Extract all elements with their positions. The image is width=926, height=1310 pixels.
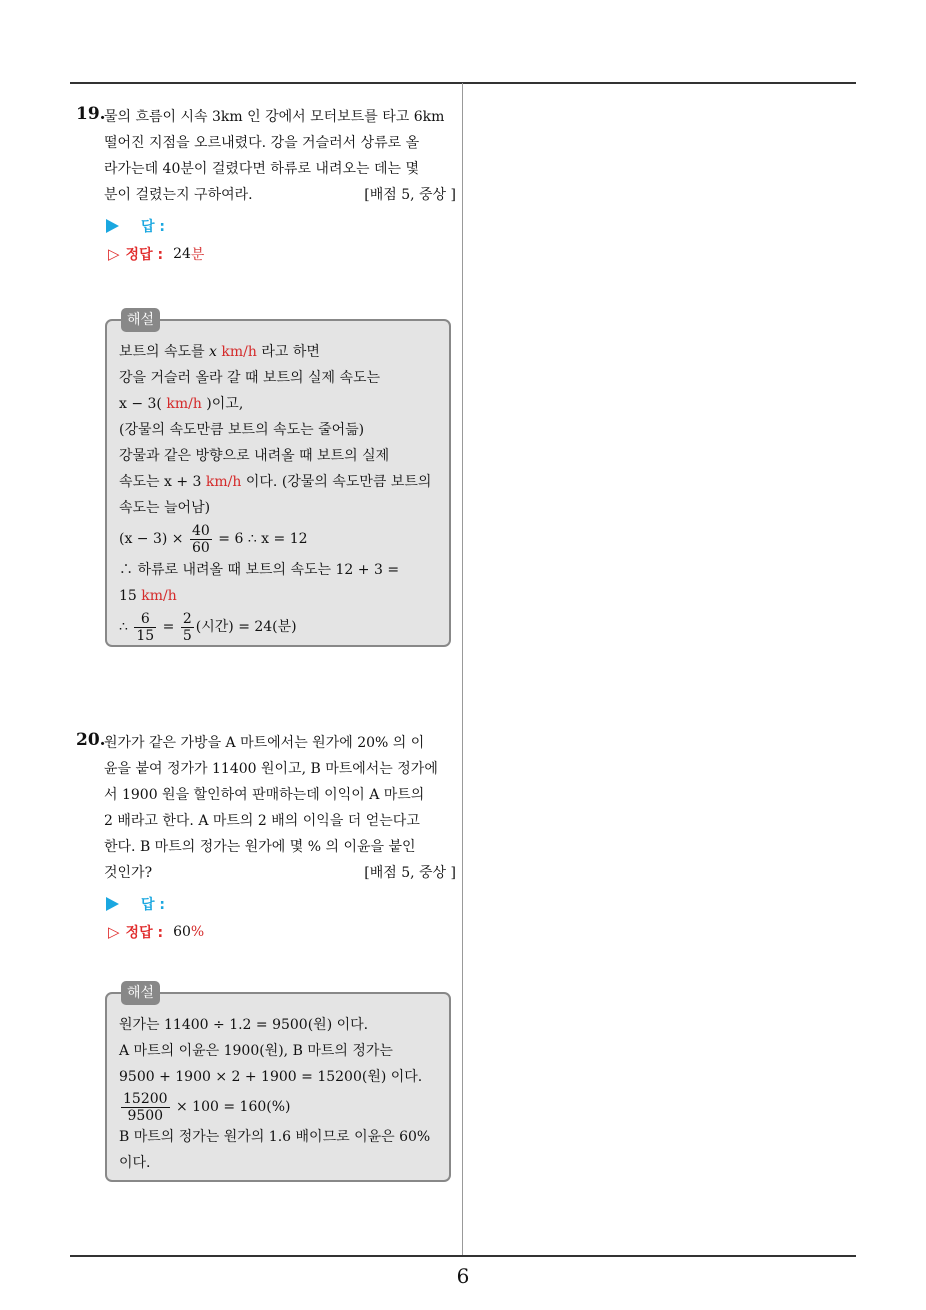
problem-line: 것인가? (104, 865, 153, 881)
denominator: 15 (136, 627, 155, 644)
answer-line (106, 212, 456, 240)
sol-unit: km/h (136, 588, 177, 604)
problem-line: 한다. B 마트의 정가는 원가에 몇 % 의 이윤을 붙인 (104, 839, 416, 855)
problem-line: 2 배라고 한다. A 마트의 2 배의 이익을 더 얻는다고 (104, 813, 420, 829)
denominator: 60 (192, 539, 210, 556)
problem-last-line (104, 860, 456, 886)
page-number: 6 (456, 1264, 470, 1288)
correct-unit: 분 (190, 247, 205, 263)
play-icon (106, 219, 119, 233)
solution-box-19 (105, 312, 451, 647)
play-icon (106, 897, 119, 911)
problem-text (104, 730, 456, 886)
solution-line (119, 609, 437, 645)
denominator: 5 (182, 627, 192, 644)
column-divider (462, 83, 463, 1255)
problem-line: 라가는데 40분이 걸렸다면 하류로 내려오는 데는 몇 (104, 161, 419, 177)
problem-text (104, 104, 456, 208)
score: [배점 5, 중상 ] (364, 865, 456, 881)
problem-number: 19. (76, 104, 106, 124)
sol-text: 라고 하면 (256, 344, 320, 360)
problem-line: 윤을 붙여 정가가 11400 원이고, B 마트에서는 정가에 (104, 761, 438, 777)
numerator: 15200 (123, 1090, 168, 1107)
fraction (181, 611, 194, 644)
problem-20 (70, 730, 456, 946)
correct-value: 24 (173, 246, 191, 262)
fraction (190, 523, 212, 556)
correct-answer-line (108, 918, 456, 946)
sol-text: = 6 ∴ x = 12 (218, 531, 308, 547)
sol-text: (시간) = 24(분) (195, 619, 297, 635)
correct-answer-line (108, 240, 456, 268)
fraction (121, 1091, 170, 1124)
solution-line: 이다. (119, 1155, 151, 1171)
denominator: 9500 (127, 1107, 164, 1124)
solution-line (119, 391, 437, 417)
problem-number: 20. (76, 730, 106, 750)
triangle-outline-icon: ▷ (108, 245, 120, 263)
sol-text: (x − 3) × (119, 531, 184, 547)
solution-line: 속도는 늘어남) (119, 500, 211, 516)
correct-unit: % (190, 924, 205, 940)
sol-text: 15 (119, 588, 137, 604)
numerator: 2 (182, 610, 192, 627)
problem-last-line (104, 182, 456, 208)
answer-line (106, 890, 456, 918)
problem-line: 서 1900 원을 할인하여 판매하는데 이익이 A 마트의 (104, 787, 425, 803)
problem-line: 물의 흐름이 시속 3km 인 강에서 모터보트를 타고 6km (104, 109, 445, 125)
correct-label: 정답 : (125, 925, 164, 941)
answer-label: 답 : (141, 219, 165, 235)
correct-value: 60 (173, 924, 191, 940)
numerator: 40 (192, 522, 210, 539)
solution-line: (강물의 속도만큼 보트의 속도는 줄어듦) (119, 422, 365, 438)
problem-line: 원가가 같은 가방을 A 마트에서는 원가에 20% 의 이 (104, 735, 425, 751)
sol-var: x (209, 344, 217, 360)
sol-unit: km/h (201, 474, 242, 490)
bottom-rule (70, 1255, 856, 1257)
sol-text: )이고, (201, 396, 244, 412)
solution-line: 강을 거슬러 올라 갈 때 보트의 실제 속도는 (119, 370, 381, 386)
problem-line: 떨어진 지점을 오르내렸다. 강을 거슬러서 상류로 올 (104, 135, 420, 151)
solution-line: A 마트의 이윤은 1900(원), B 마트의 정가는 (119, 1043, 393, 1059)
sol-text: 이다. (강물의 속도만큼 보트의 (241, 474, 432, 490)
solution-line: 강물과 같은 방향으로 내려올 때 보트의 실제 (119, 448, 390, 464)
solution-line: 원가는 11400 ÷ 1.2 = 9500(원) 이다. (119, 1017, 369, 1033)
sol-text: 보트의 속도를 (119, 344, 210, 360)
sol-text: × 100 = 160(%) (176, 1099, 291, 1115)
sol-text: = (162, 619, 175, 635)
solution-line (119, 1090, 437, 1124)
sol-text: ∴ (119, 619, 128, 635)
sol-unit: km/h (161, 396, 202, 412)
top-rule (70, 82, 856, 84)
triangle-outline-icon: ▷ (108, 923, 120, 941)
sol-unit: km/h (216, 344, 257, 360)
sol-text: 속도는 x + 3 (119, 474, 202, 490)
solution-box-20 (105, 985, 451, 1182)
solution-line: ∴ 하류로 내려올 때 보트의 속도는 12 + 3 = (119, 562, 400, 578)
solution-line: B 마트의 정가는 원가의 1.6 배이므로 이윤은 60% (119, 1129, 431, 1145)
solution-tag: 해설 (121, 981, 160, 1005)
score: [배점 5, 중상 ] (364, 187, 456, 203)
solution-line (119, 521, 437, 557)
fraction (134, 611, 156, 644)
solution-line (119, 339, 437, 365)
solution-tag: 해설 (121, 308, 160, 332)
answer-label: 답 : (141, 897, 165, 913)
solution-line (119, 469, 437, 495)
problem-line: 분이 걸렸는지 구하여라. (104, 187, 253, 203)
numerator: 6 (134, 611, 156, 628)
solution-line: 9500 + 1900 × 2 + 1900 = 15200(원) 이다. (119, 1069, 423, 1085)
sol-text: x − 3( (119, 396, 162, 412)
correct-label: 정답 : (125, 247, 164, 263)
solution-line (119, 583, 437, 609)
problem-19 (70, 104, 456, 268)
